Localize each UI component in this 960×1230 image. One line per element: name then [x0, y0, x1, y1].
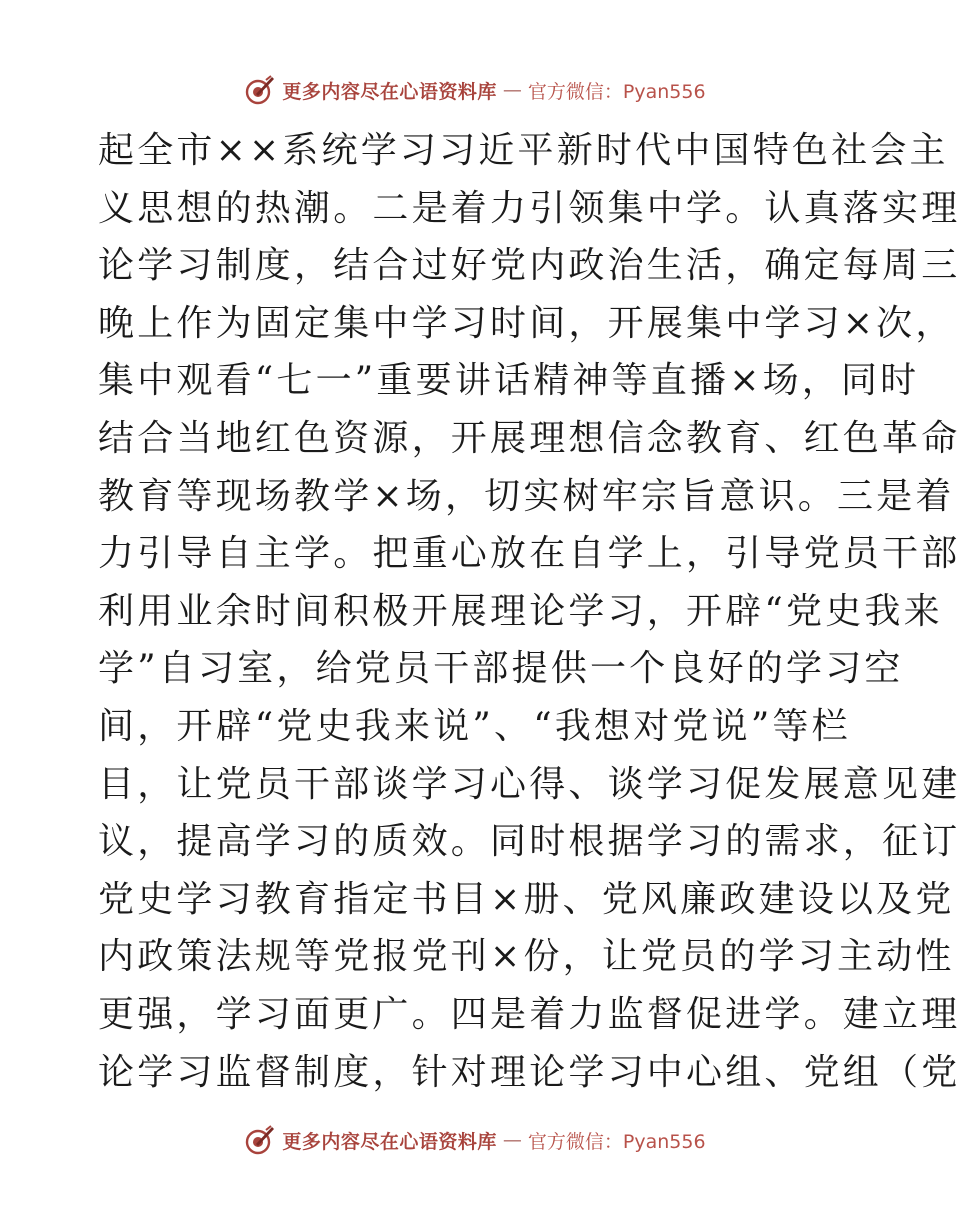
watermark-text: 更多内容尽在心语资料库 — [282, 80, 497, 103]
text-line: 结合当地红色资源，开展理想信念教育、红色革命 — [98, 417, 960, 459]
watermark-separator: — — [502, 79, 522, 101]
text-line: 义思想的热潮。二是着力引领集中学。认真落实理 — [98, 187, 960, 229]
text-line: 更强，学习面更广。四是着力监督促进学。建立理 — [98, 993, 960, 1035]
text-line: 起全市××系统学习习近平新时代中国特色社会主 — [98, 130, 949, 171]
text-line: 晚上作为固定集中学习时间，开展集中学习×次， — [98, 302, 955, 344]
text-line: 学”自习室，给党员干部提供一个良好的学习空 — [98, 648, 904, 690]
watermark-wechat: 官方微信：Pyan556 — [527, 1130, 706, 1153]
text-line: 论学习监督制度，针对理论学习中心组、党组（党 — [98, 1051, 960, 1093]
text-line: 力引导自主学。把重心放在自学上，引导党员干部 — [98, 533, 960, 575]
text-line: 教育等现场教学×场，切实树牢宗旨意识。三是着 — [98, 475, 955, 517]
text-line: 目，让党员干部谈学习心得、谈学习促发展意见建 — [98, 763, 960, 805]
watermark-separator: — — [502, 1129, 522, 1151]
text-line: 议，提高学习的质效。同时根据学习的需求，征订 — [98, 821, 960, 863]
watermark-text: 更多内容尽在心语资料库 — [282, 1130, 497, 1153]
footer-watermark — [0, 1120, 950, 1160]
quill-pen-icon — [244, 74, 276, 106]
text-line: 论学习制度，结合过好党内政治生活，确定每周三 — [98, 245, 960, 287]
text-line: 利用业余时间积极开展理论学习，开辟“党史我来 — [98, 590, 943, 632]
text-line: 集中观看“七一”重要讲话精神等直播×场，同时 — [98, 360, 920, 402]
text-line: 内政策法规等党报党刊×份，让党员的学习主动性 — [98, 936, 955, 978]
text-line: 间，开辟“党史我来说”、“我想对党说”等栏 — [98, 705, 851, 747]
document-body — [98, 122, 960, 1101]
header-watermark — [0, 70, 950, 110]
text-line: 党史学习教育指定书目×册、党风廉政建设以及党 — [98, 878, 955, 920]
quill-pen-icon — [244, 1124, 276, 1156]
watermark-wechat: 官方微信：Pyan556 — [527, 80, 706, 103]
